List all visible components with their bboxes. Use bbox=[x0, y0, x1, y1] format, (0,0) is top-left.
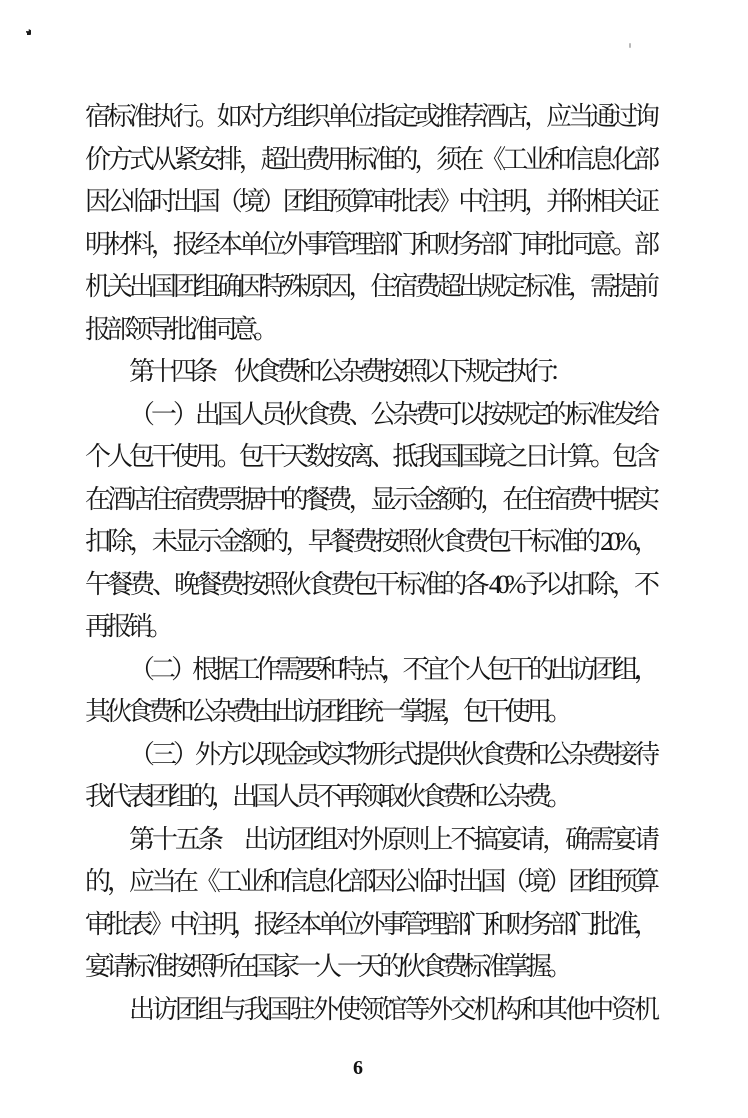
article-15-heading-line: 第十五条 出访团组对外原则上不搞宴请，确需宴请 bbox=[129, 824, 655, 854]
text-line: 午餐费、晚餐费按照伙食费包干标准的各 40%予以扣除，不 bbox=[85, 569, 655, 599]
text-line: 明材料，报经本单位外事管理部门和财务部门审批同意。部 bbox=[85, 229, 655, 259]
text-line: 我代表团组的，出国人员不再领取伙食费和公杂费。 bbox=[85, 782, 569, 811]
text-line: 在酒店住宿费票据中的餐费，显示金额的，在住宿费中据实 bbox=[85, 484, 655, 514]
text-line: 报部领导批准同意。 bbox=[85, 314, 275, 344]
text-line: 价方式从紧安排，超出费用标准的，须在《工业和信息化部 bbox=[85, 144, 655, 174]
text-line: （三）外方以现金或实物形式提供伙食费和公杂费接待 bbox=[129, 739, 655, 769]
text-line: 再报销。 bbox=[85, 612, 170, 641]
page-number: 6 bbox=[353, 1057, 363, 1079]
text-line: 宿标准执行。如对方组织单位指定或推荐酒店，应当通过询 bbox=[85, 102, 655, 131]
text-line: 宴请标准按照所在国家一人一天的伙食费标准掌握。 bbox=[85, 952, 569, 981]
text-line: 出访团组与我国驻外使领馆等外交机构和其他中资机 bbox=[129, 994, 655, 1024]
text-line: 因公临时出国（境）团组预算审批表》中注明，并附相关证 bbox=[85, 187, 655, 216]
page-footer bbox=[0, 1057, 716, 1080]
text-line: （一）出国人员伙食费、公杂费可以按规定的标准发给 bbox=[129, 399, 655, 429]
text-line: 审批表》中注明，报经本单位外事管理部门和财务部门批准， bbox=[85, 909, 655, 939]
text-line: 机关出国团组确因特殊原因，住宿费超出规定标准，需提前 bbox=[85, 272, 655, 301]
document-body bbox=[85, 96, 655, 1031]
scan-artifact-mark bbox=[629, 43, 631, 48]
text-line: 扣除，未显示金额的，早餐费按照伙食费包干标准的 20%， bbox=[85, 527, 655, 556]
article-14-heading-line: 第十四条 伙食费和公杂费按照以下规定执行： bbox=[129, 357, 571, 386]
text-line: 个人包干使用。包干天数按离、抵我国国境之日计算。包含 bbox=[85, 442, 655, 471]
text-line: 其伙食费和公杂费由出访团组统一掌握，包干使用。 bbox=[85, 697, 569, 726]
text-line: 的，应当在《工业和信息化部因公临时出国（境）团组预算 bbox=[85, 867, 655, 896]
scan-artifact-dot bbox=[26, 29, 31, 35]
text-line: （二）根据工作需要和特点，不宜个人包干的出访团组， bbox=[129, 654, 655, 684]
